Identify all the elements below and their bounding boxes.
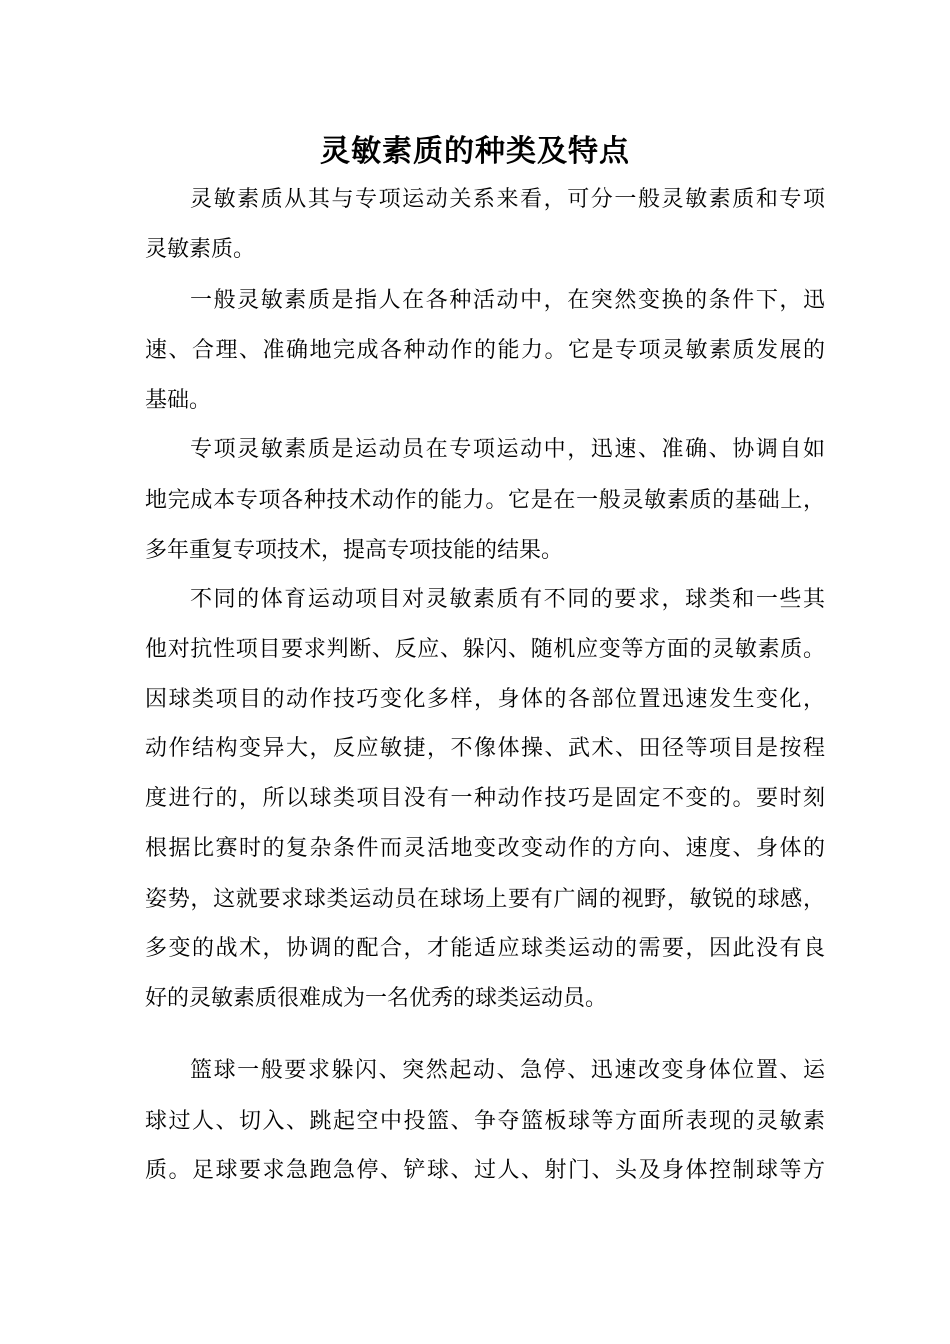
paragraph-line: 灵敏素质。 bbox=[145, 237, 256, 262]
paragraph-line: 多变的战术，协调的配合，才能适应球类运动的需要，因此没有良 bbox=[145, 936, 825, 961]
paragraph-line: 姿势，这就要求球类运动员在球场上要有广阔的视野，敏锐的球感， bbox=[145, 887, 825, 912]
document-title: 灵敏素质的种类及特点 bbox=[320, 134, 630, 169]
paragraph-line: 灵敏素质从其与专项运动关系来看，可分一般灵敏素质和专项 bbox=[190, 187, 825, 212]
paragraph-line: 度进行的，所以球类项目没有一种动作技巧是固定不变的。要时刻 bbox=[145, 786, 825, 811]
paragraph-line: 球过人、切入、跳起空中投篮、争夺篮板球等方面所表现的灵敏素 bbox=[145, 1109, 825, 1134]
paragraph-line: 篮球一般要求躲闪、突然起动、急停、迅速改变身体位置、运 bbox=[190, 1058, 825, 1083]
paragraph-line: 动作结构变异大，反应敏捷，不像体操、武术、田径等项目是按程 bbox=[145, 736, 825, 761]
paragraph-line: 质。足球要求急跑急停、铲球、过人、射门、头及身体控制球等方 bbox=[145, 1158, 825, 1183]
paragraph-line: 不同的体育运动项目对灵敏素质有不同的要求，球类和一些其 bbox=[190, 587, 825, 612]
paragraph-line: 他对抗性项目要求判断、反应、躲闪、随机应变等方面的灵敏素质。 bbox=[145, 637, 825, 662]
paragraph-line: 基础。 bbox=[145, 388, 212, 413]
paragraph-line: 根据比赛时的复杂条件而灵活地变改变动作的方向、速度、身体的 bbox=[145, 836, 825, 861]
paragraph-line: 地完成本专项各种技术动作的能力。它是在一般灵敏素质的基础上， bbox=[145, 488, 825, 513]
paragraph-line: 专项灵敏素质是运动员在专项运动中，迅速、准确、协调自如 bbox=[190, 437, 825, 462]
paragraph-line: 一般灵敏素质是指人在各种活动中，在突然变换的条件下，迅 bbox=[190, 288, 825, 313]
paragraph-line: 好的灵敏素质很难成为一名优秀的球类运动员。 bbox=[145, 986, 608, 1011]
paragraph-line: 因球类项目的动作技巧变化多样，身体的各部位置迅速发生变化， bbox=[145, 687, 825, 712]
paragraph-line: 速、合理、准确地完成各种动作的能力。它是专项灵敏素质发展的 bbox=[145, 338, 825, 363]
paragraph-line: 多年重复专项技术，提高专项技能的结果。 bbox=[145, 538, 564, 563]
